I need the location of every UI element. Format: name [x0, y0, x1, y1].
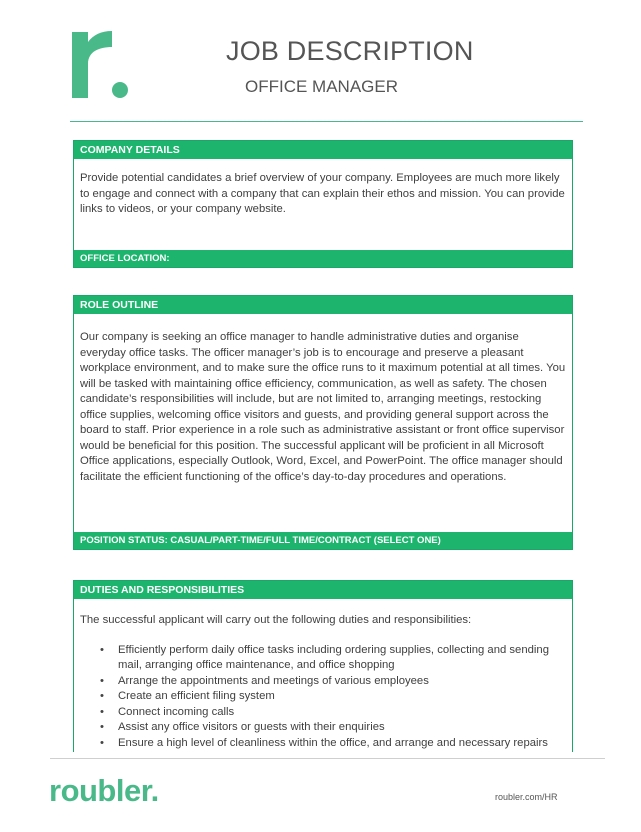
role-outline-heading: ROLE OUTLINE [74, 296, 572, 314]
list-item: • Create an efficient filing system [118, 689, 566, 705]
brand-logo: roubler. [49, 773, 159, 808]
role-outline-section [73, 295, 573, 550]
duties-list [80, 643, 566, 752]
page-title: JOB DESCRIPTION [226, 36, 474, 66]
company-details-heading: COMPANY DETAILS [74, 141, 572, 159]
duties-section [73, 580, 573, 752]
list-item: • Assist any office visitors or guests with their enquiries [118, 720, 566, 736]
duties-intro: The successful applicant will carry out the following duties and responsibilities: [80, 614, 472, 626]
company-details-section [73, 140, 573, 268]
roubler-r-logo-icon [66, 20, 136, 100]
duties-heading: DUTIES AND RESPONSIBILITIES [74, 581, 572, 599]
company-details-body: Provide potential candidates a brief overview of your company. Employees are much more likely to engage and connect with a company that can explain their ethos and mission. You can provide links to videos, or your company website. [80, 172, 565, 215]
footer-url[interactable]: roubler.com/HR [495, 792, 558, 802]
header-divider [70, 121, 583, 122]
list-item: • Arrange the appointments and meetings of various employees [118, 674, 566, 690]
office-location-label: OFFICE LOCATION: [74, 250, 572, 267]
page-subtitle: OFFICE MANAGER [245, 77, 399, 96]
list-item: • Connect incoming calls [118, 705, 566, 721]
footer-divider [50, 758, 605, 759]
role-outline-body: Our company is seeking an office manager to handle administrative duties and organise everyday office tasks. The officer manager’s job is to encourage and preserve a pleasant workplace environment, and to make sure the office runs to it maximum potential at all times. You will be tasked with maintaining office efficiency, communication, as well as safety. The chosen candidate’s responsibilities will include, but are not limited to, arranging meetings, restocking office supplies, welcoming office visitors and guests, and providing general support across the board to staff. Prior experience in a role such as administrative assistant or front office supervisor would be beneficial for this position. The successful applicant will be proficient in all Microsoft Office applications, especially Outlook, Word, Excel, and PowerPoint. The office manager should facilitate the efficient functioning of the office’s day-to-day procedures and operations. [80, 331, 566, 483]
list-item: • Ensure a high level of cleanliness within the office, and arrange and necessary repairs [118, 736, 566, 752]
position-status-label: POSITION STATUS: CASUAL/PART-TIME/FULL TIME/CONTRACT (SELECT ONE) [74, 532, 572, 549]
list-item: • Efficiently perform daily office tasks including ordering supplies, collecting and sending mail, arranging office maintenance, and office shopping [118, 643, 566, 674]
